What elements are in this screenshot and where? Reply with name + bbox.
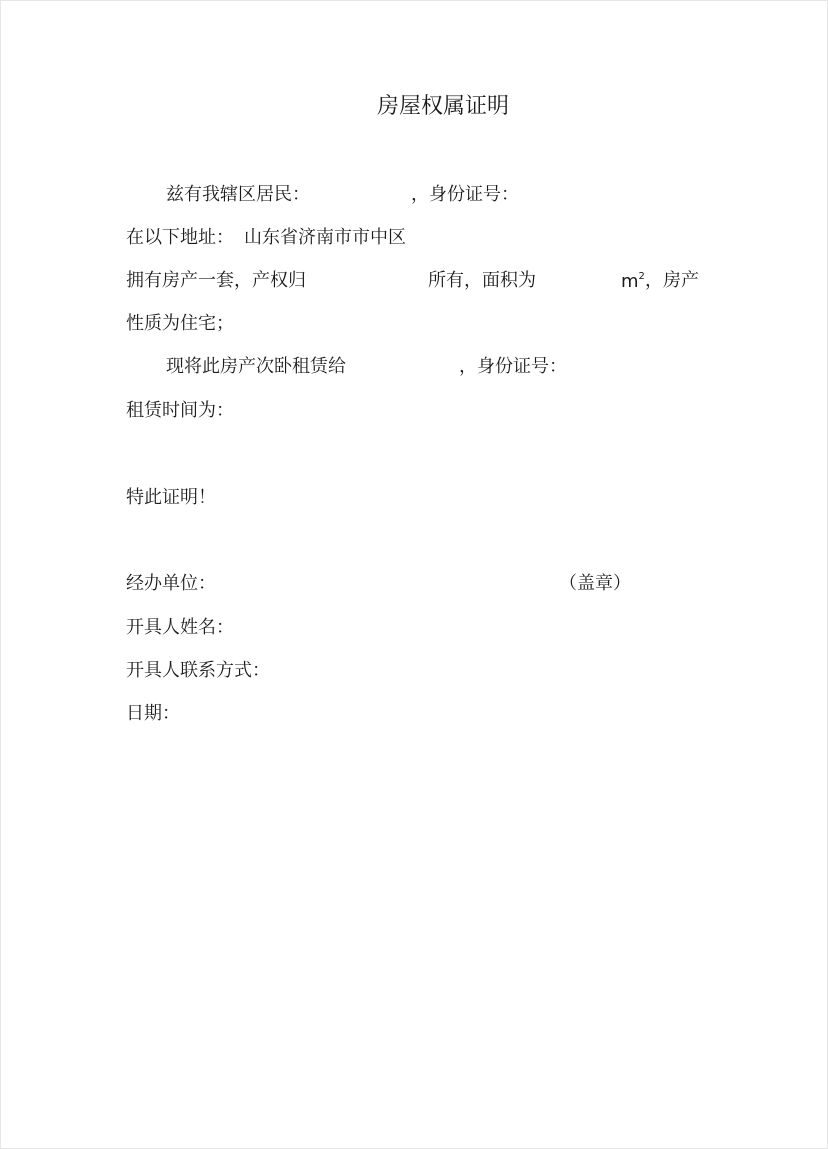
rent-label: 现将此房产次卧租赁给 [166, 356, 346, 377]
rent-id-label: ，身份证号： [459, 356, 567, 377]
address-value: 山东省济南市市中区 [244, 227, 406, 248]
property-text-2: 所有，面积为 [428, 270, 536, 291]
certify-text: 特此证明！ [126, 487, 216, 508]
date-label: 日期： [126, 703, 180, 724]
unit-label: 经办单位： [126, 573, 216, 594]
property-text-1: 拥有房产一套，产权归 [126, 270, 306, 291]
resident-label: 兹有我辖区居民： [166, 184, 310, 205]
issuer-contact-label: 开具人联系方式： [126, 660, 270, 681]
resident-id-label: ，身份证号： [411, 184, 519, 205]
area-unit-base: m [621, 271, 639, 292]
document-title: 房屋权属证明 [377, 94, 510, 119]
area-unit-superscript: 2 [638, 271, 645, 282]
seal-label: （盖章） [559, 573, 631, 594]
area-unit [621, 272, 645, 291]
issuer-name-label: 开具人姓名： [126, 617, 234, 638]
rent-time-label: 租赁时间为： [126, 400, 234, 421]
property-text-3: ，房产 [645, 270, 699, 291]
address-label: 在以下地址： [126, 227, 234, 248]
property-nature: 性质为住宅； [126, 313, 234, 334]
